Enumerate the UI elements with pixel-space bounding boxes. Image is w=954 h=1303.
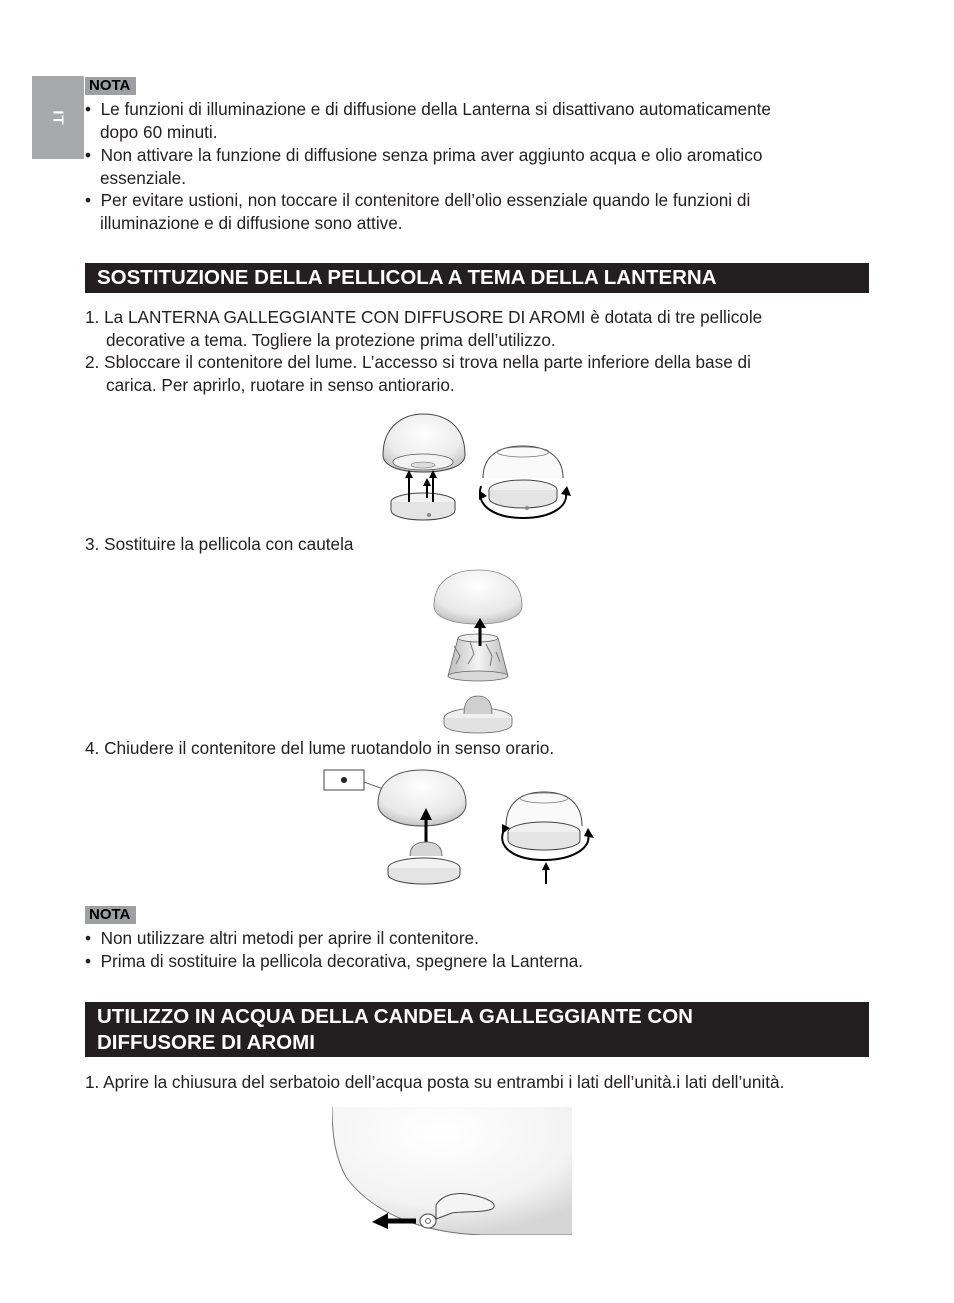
section2-step-1: 1. Aprire la chiusura del serbatoio dell’acqua posta su entrambi i lati dell’unità.i lati dell’unità. xyxy=(85,1072,785,1092)
figure-replace-film xyxy=(430,568,525,734)
section-heading-water-use: UTILIZZO IN ACQUA DELLA CANDELA GALLEGGIANTE CON DIFFUSORE DI AROMI xyxy=(85,1002,869,1057)
nota-label: NOTA xyxy=(85,77,136,95)
nota2-bullet-1: • Non utilizzare altri metodi per aprire il contenitore. xyxy=(85,928,479,948)
figure-close-container xyxy=(320,766,600,890)
step-4: 4. Chiudere il contenitore del lume ruotandolo in senso orario. xyxy=(85,738,555,758)
step-2: 2. Sbloccare il contenitore del lume. L’accesso si trova nella parte inferiore della base di carica. Per aprirlo, ruotare in senso antiorario. xyxy=(85,352,751,395)
language-label: IT xyxy=(49,109,67,126)
step-3: 3. Sostituire la pellicola con cautela xyxy=(85,534,354,554)
figure-open-water-tank xyxy=(332,1107,572,1235)
language-tab xyxy=(32,76,84,159)
figure-unlock-container xyxy=(375,410,575,525)
nota1-bullet-2: • Non attivare la funzione di diffusione senza prima aver aggiunto acqua e olio aromatico essenziale. xyxy=(85,145,763,188)
section-heading-film-replacement: SOSTITUZIONE DELLA PELLICOLA A TEMA DELLA LANTERNA xyxy=(85,263,869,293)
nota1-bullet-1: • Le funzioni di illuminazione e di diffusione della Lanterna si disattivano automaticamente dopo 60 minuti. xyxy=(85,99,771,142)
nota2-bullet-2: • Prima di sostituire la pellicola decorativa, spegnere la Lanterna. xyxy=(85,951,584,971)
nota-label-2: NOTA xyxy=(85,906,136,924)
nota1-bullet-3: • Per evitare ustioni, non toccare il contenitore dell’olio essenziale quando le funzioni di illuminazione e di diffusione sono attive. xyxy=(85,190,751,233)
step-1: 1. La LANTERNA GALLEGGIANTE CON DIFFUSORE DI AROMI è dotata di tre pellicole decorative a tema. Togliere la protezione prima dell’utilizzo. xyxy=(85,307,763,350)
